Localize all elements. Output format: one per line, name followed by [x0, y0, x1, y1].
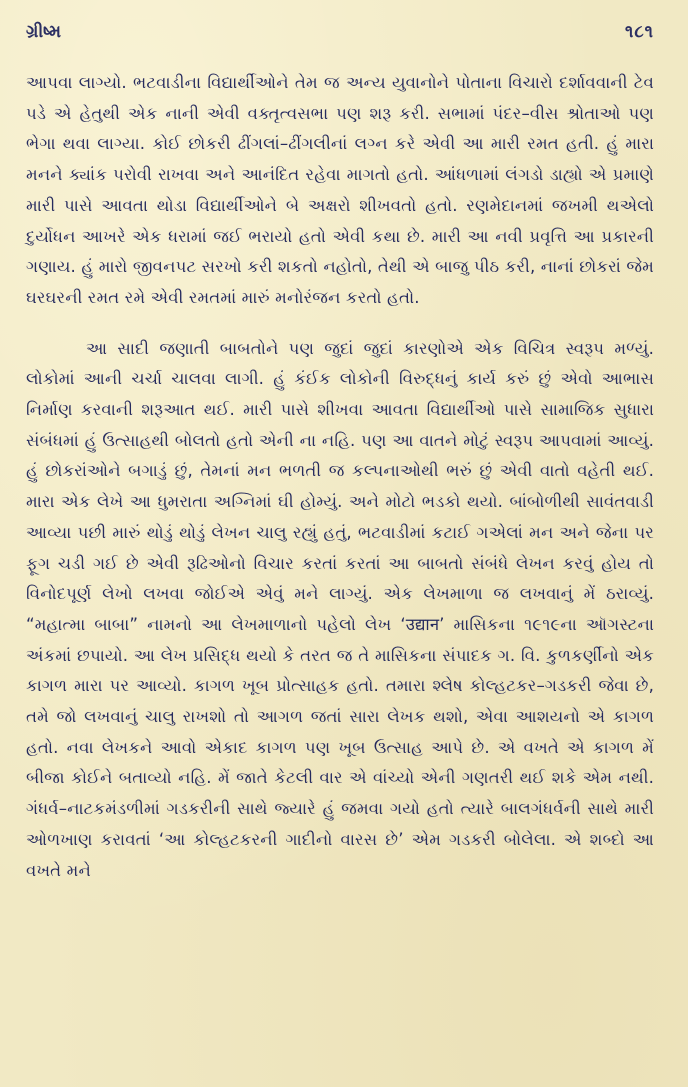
page-header: [26, 22, 654, 60]
paragraph-2: આ સાદી જણાતી બાબતોને પણ જુદાં જુદાં કારણોએ એક વિચિત્ર સ્વરૂપ મળ્યું. લોકોમાં આની ચર્ચા ચાલવા લાગી. હું કંઈક લોકોની વિરુદ્ધનું કાર્ય કરું છું એવો આભાસ નિર્માણ કરવાની શરૂઆત થઈ. મારી પાસે શીખવા આવતા વિદ્યાર્થીઓ પાસે સામાજિક સુધારા સંબંધમાં હું ઉત્સાહથી બોલતો હતો એની ના નહિ. પણ આ વાતને મોટું સ્વરૂપ આપવામાં આવ્યું. હું છોકરાંઓને બગાડું છું, તેમનાં મન ભળતી જ કલ્પનાઓથી ભરું છું એવી વાતો વહેતી થઈ. મારા એક લેખે આ ધુમરાતા અગ્નિમાં ઘી હોમ્યું. અને મોટો ભડકો થયો. બાંબોળીથી સાવંતવાડી આવ્યા પછી મારું થોડું થોડું લેખન ચાલુ રહ્યું હતું, ભટવાડીમાં કટાઈ ગએલાં મન અને જેના પર ફૂગ ચડી ગઈ છે એવી રૂઢિઓનો વિચાર કરતાં કરતાં આ બાબતો સંબંધે લેખન કરવું હોય તો વિનોદપૂર્ણ લેખો લખવા જોઈએ એવું મને લાગ્યું. એક લેખમાળા જ લખવાનું મેં ઠરાવ્યું. “મહાત્મા બાબા” નામનો આ લેખમાળાનો પહેલો લેખ ‘उद्यान’ માસિકના ૧૯૧૯ના ઑગસ્ટના અંકમાં છપાયો. આ લેખ પ્રસિદ્ધ થયો કે તરત જ તે માસિકના સંપાદક ગ. વિ. કુળકર્ણીનો એક કાગળ મારા પર આવ્યો. કાગળ ખૂબ પ્રોત્સાહક હતો. તમારા શ્લેષ કોલ્હટકર–ગડકરી જેવા છે, તમે જો લખવાનું ચાલુ રાખશો તો આગળ જતાં સારા લેખક થશો, એવા આશયનો એ કાગળ હતો. નવા લેખકને આવો એકાદ કાગળ પણ ખૂબ ઉત્સાહ આપે છે. એ વખતે એ કાગળ મેં બીજા કોઈને બતાવ્યો નહિ. મેં જાતે કેટલી વાર એ વાંચ્યો એની ગણતરી થઈ શકે એમ નથી. ગંધર્વ–નાટકમંડળીમાં ગડકરીની સાથે જ્યારે હું જમવા ગયો હતો ત્યારે બાલગંધર્વની સાથે મારી ઓળખાણ કરાવતાં ‘આ કોલ્હટકરની ગાદીનો વારસ છે’ એમ ગડકરી બોલેલા. એ શબ્દો આ વખતે મને: [26, 338, 654, 880]
paragraph-1: આપવા લાગ્યો. ભટવાડીના વિદ્યાર્થીઓને તેમ જ અન્ય યુવાનોને પોતાના વિચારો દર્શાવવાની ટેવ પડે એ હેતુથી એક નાની એવી વક્તૃત્વસભા પણ શરૂ કરી. સભામાં પંદર–વીસ શ્રોતાઓ પણ ભેગા થવા લાગ્યા. કોઈ છોકરી ઢીંગલાં–ઢીંગલીનાં લગ્ન કરે એવી આ મારી રમત હતી. હું મારા મનને ક્યાંક પરોવી રાખવા અને આનંદિત રહેવા માગતો હતો. આંધળામાં લંગડો ડાહ્યો એ પ્રમાણે મારી પાસે આવતા થોડા વિદ્યાર્થીઓને બે અક્ષરો શીખવતો હતો. રણમેદાનમાં જખમી થએલો દુર્યોધન આખરે એક ધરામાં જઈ ભરાયો હતો એવી કથા છે. મારી આ નવી પ્રવૃત્તિ આ પ્રકારની ગણાય. હું મારો જીવનપટ સરખો કરી શકતો નહોતો, તેથી એ બાજુ પીઠ કરી, નાનાં છોકરાં જેમ ઘરઘરની રમત રમે એવી રમતમાં મારું મનોરંજન કરતો હતો.: [26, 73, 654, 307]
running-title: ગ્રીષ્મ: [26, 22, 62, 42]
page-number: ૧૮૧: [624, 22, 654, 42]
